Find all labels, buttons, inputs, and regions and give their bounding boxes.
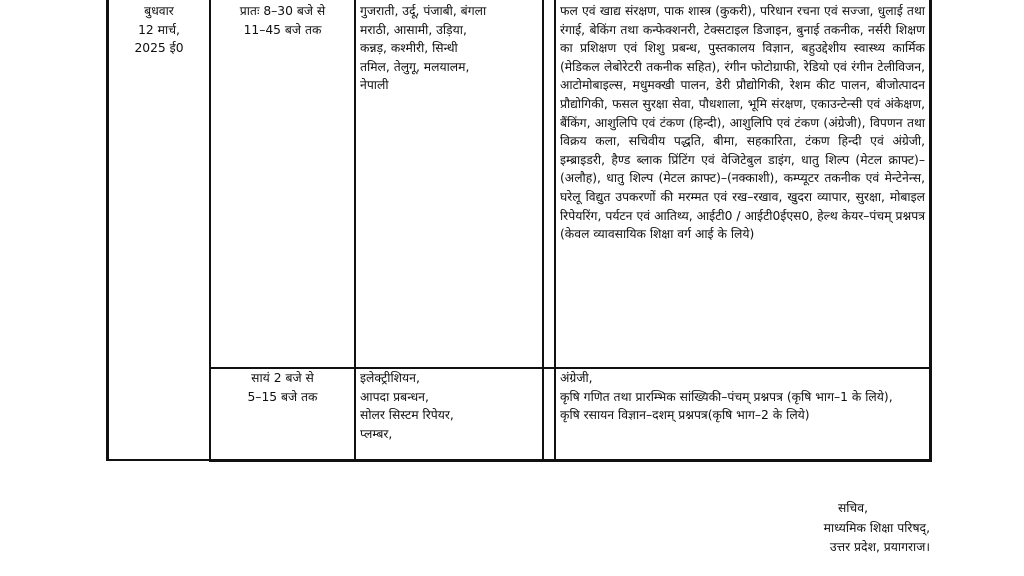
signatory-location: उत्तर प्रदेश, प्रयागराज। bbox=[829, 540, 930, 554]
exam-schedule-table bbox=[106, 0, 932, 462]
exam-date: 12 मार्च, bbox=[138, 22, 180, 37]
paper-line: कृषि रसायन विज्ञान–दशम् प्रश्नपत्र(कृषि भाग–2 के लिये) bbox=[560, 408, 810, 423]
time-cell bbox=[210, 0, 355, 368]
subject-line: आपदा प्रबन्धन, bbox=[360, 389, 429, 404]
day-name: बुधवार bbox=[144, 4, 174, 18]
subject-line: सोलर सिस्टम रिपेयर, bbox=[360, 408, 454, 423]
subjects-cell bbox=[355, 0, 543, 368]
subjects-cell bbox=[355, 368, 543, 460]
papers-cell bbox=[555, 0, 931, 368]
time-end: 5–15 बजे तक bbox=[247, 389, 318, 404]
signature-block bbox=[770, 499, 930, 558]
subject-line: नेपाली bbox=[360, 78, 389, 93]
paper-line: कृषि गणित तथा प्रारम्भिक सांख्यिकी–पंचम् प्रश्नपत्र (कृषि भाग–1 के लिये), bbox=[560, 389, 893, 404]
paper-line: अंग्रेजी, bbox=[560, 371, 593, 385]
papers-text: फल एवं खाद्य संरक्षण, पाक शास्त्र (कुकरी), परिधान रचना एवं सज्जा, धुलाई तथा रंगाई, बेकिंग तथा कन्फेक्शनरी, टेक्सटाइल डिजाइन, बुनाई तकनीक, नर्सरी शिक्षण का प्रशिक्षण एवं शिशु प्रबन्ध, पुस्तकालय विज्ञान, बहुउद्देशीय स्वास्थ्य कार्मिक (मेडिकल लेबोरेटरी तकनीक सहित), रंगीन फोटोग्राफी, रेडियो एवं रंगीन टेलीविजन, आटोमोबाइल्स, मधुमक्खी पालन, डेरी प्रौद्योगिकी, रेशम कीट पालन, बीजोत्पादन प्रौद्योगिकी, फसल सुरक्षा सेवा, पौधशाला, भूमि संरक्षण, एकाउन्टेन्सी एवं अंकेक्षण, बैंकिंग, आशुलिपि एवं टंकण (हिन्दी), आशुलिपि एवं टंकण (अंग्रेजी), विपणन तथा विक्रय कला, सचिवीय पद्धति, बीमा, सहकारिता, टंकण हिन्दी एवं अंग्रेजी, इम्ब्राइडरी, हैण्ड ब्लाक प्रिंटिंग एवं वेजिटेबुल डाइंग, धातु शिल्प (मेटल क्राफ्ट)–(अलौह), धातु शिल्प (मेटल क्राफ्ट)–(नक्काशी), कम्प्यूटर तकनीक एवं मेन्टेनेन्स, घरेलू विद्युत उपकरणों की मरम्मत एवं रख–रखाव, खुदरा व्यापार, सुरक्षा, मोबाइल रिपेयरिंग, पर्यटन एवं आतिथ्य, आईटी0 / आईटी0ईएस0, हेल्थ केयर–पंचम् प्रश्नपत्र (केवल व्यावसायिक शिक्षा वर्ग आई के लिये) bbox=[560, 4, 925, 242]
time-start: प्रातः 8–30 बजे से bbox=[239, 4, 326, 18]
subject-line: इलेक्ट्रीशियन, bbox=[360, 371, 420, 385]
signatory-title: सचिव, bbox=[837, 501, 868, 515]
subject-line: प्लम्बर, bbox=[360, 426, 393, 441]
papers-cell bbox=[555, 368, 931, 460]
time-end: 11–45 बजे तक bbox=[243, 22, 322, 37]
subject-line: गुजराती, उर्दू, पंजाबी, बंगला bbox=[360, 4, 487, 18]
exam-year: 2025 ई0 bbox=[134, 41, 184, 56]
day-cell bbox=[108, 0, 211, 460]
spacer-cell bbox=[543, 0, 555, 368]
subject-line: तमिल, तेलुगू, मलयालम, bbox=[360, 59, 470, 74]
table-row bbox=[108, 0, 931, 368]
subject-line: कन्नड़, कश्मीरी, सिन्धी bbox=[360, 41, 458, 56]
spacer-cell bbox=[543, 368, 555, 460]
time-cell bbox=[210, 368, 355, 460]
table-row bbox=[108, 368, 931, 460]
time-start: सायं 2 बजे से bbox=[251, 371, 314, 385]
subject-line: मराठी, आसामी, उड़िया, bbox=[360, 22, 467, 37]
signatory-office: माध्यमिक शिक्षा परिषद्, bbox=[823, 520, 930, 535]
